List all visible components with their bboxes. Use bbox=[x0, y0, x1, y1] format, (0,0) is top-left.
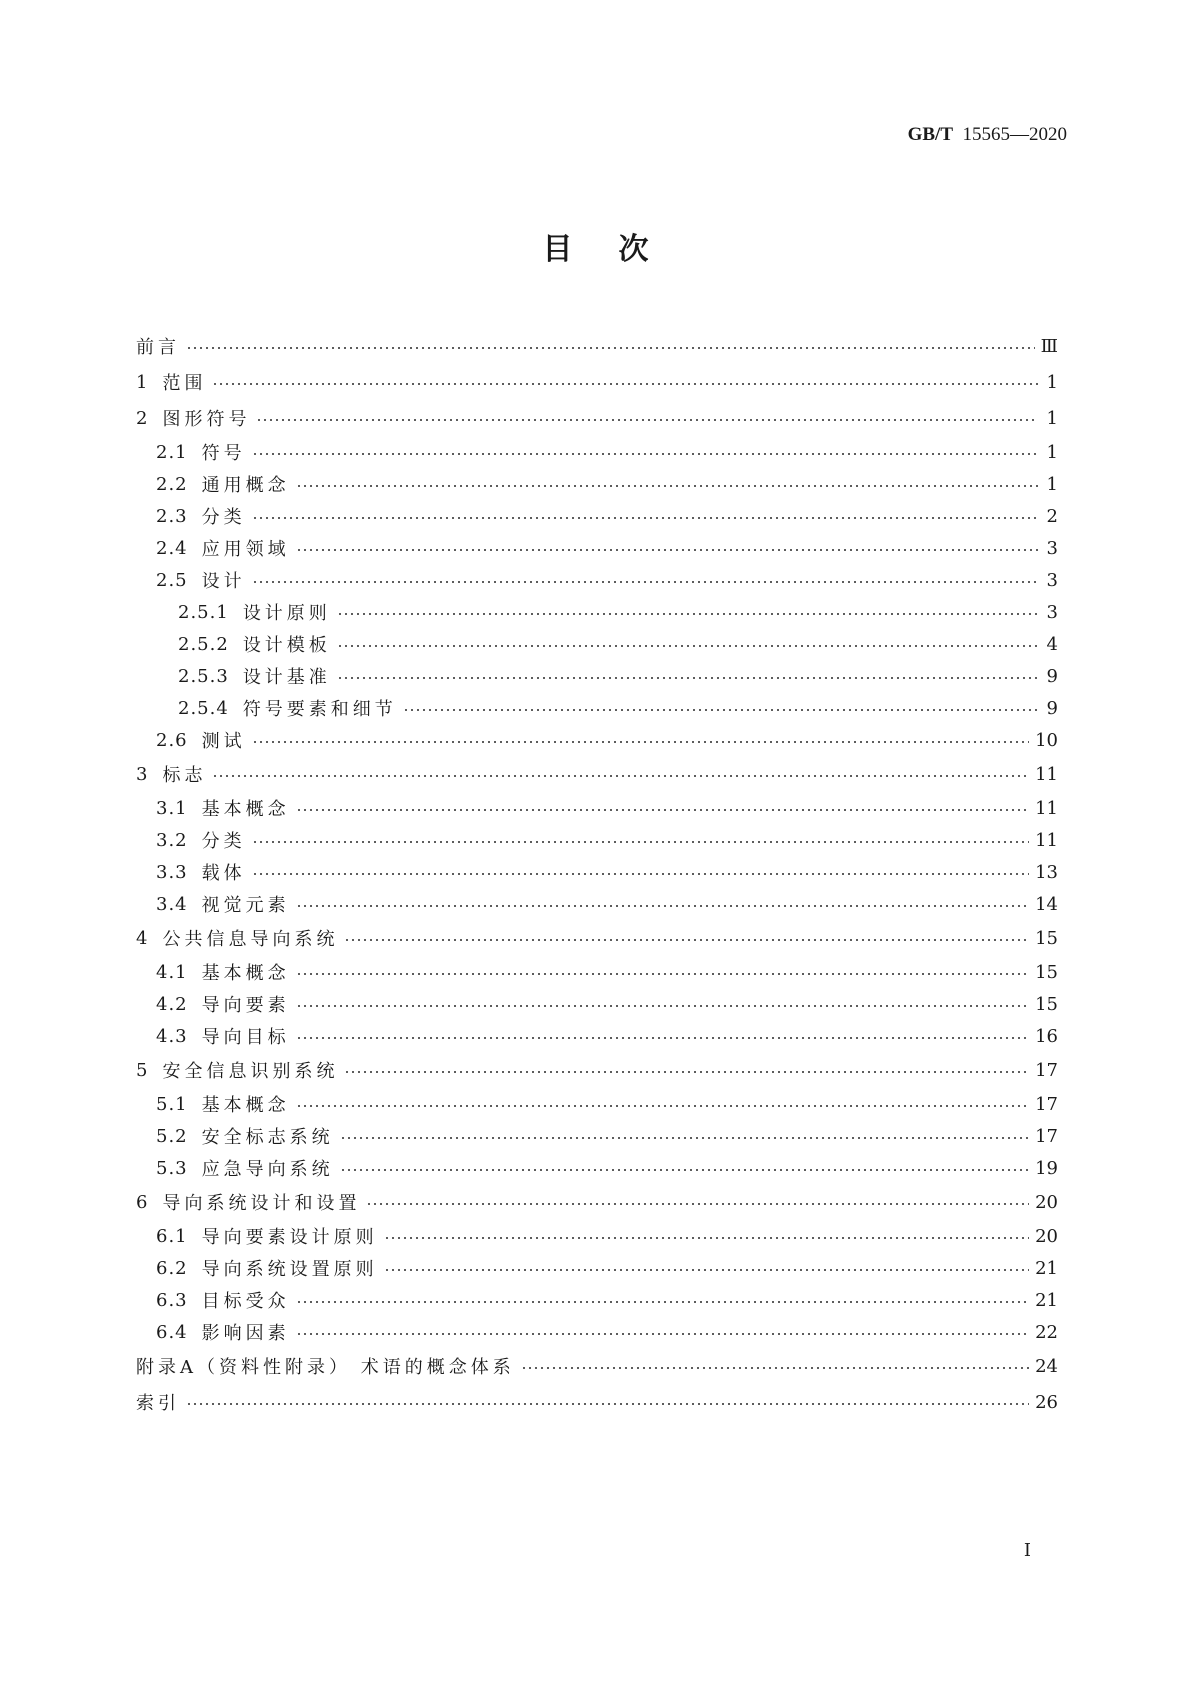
toc-entry-title: 公共信息导向系统 bbox=[162, 929, 339, 950]
toc-entry-page: 3 bbox=[1046, 537, 1058, 559]
toc-entry[interactable] bbox=[136, 756, 1058, 792]
toc-dot-leader bbox=[344, 938, 1029, 942]
document-code-prefix: GB/T bbox=[907, 124, 953, 145]
toc-entry-number: 3 bbox=[136, 763, 149, 785]
toc-entry[interactable] bbox=[136, 1384, 1058, 1420]
toc-entry-page: 14 bbox=[1035, 893, 1058, 915]
toc-dot-leader bbox=[296, 808, 1029, 812]
toc-entry-page: 11 bbox=[1035, 797, 1058, 819]
toc-entry-page: Ⅲ bbox=[1040, 335, 1058, 357]
toc-dot-leader bbox=[344, 1070, 1029, 1074]
toc-entry-number: 6.3 bbox=[156, 1289, 188, 1311]
toc-entry-title: 导向目标 bbox=[201, 1027, 290, 1048]
toc-entry[interactable] bbox=[136, 400, 1058, 436]
toc-dot-leader bbox=[296, 1036, 1029, 1040]
toc-entry-number: 5.2 bbox=[156, 1125, 188, 1147]
toc-entry-page: 24 bbox=[1035, 1355, 1058, 1377]
toc-entry-title: 设计基准 bbox=[242, 667, 331, 688]
toc-entry-title: 导向要素 bbox=[201, 995, 290, 1016]
toc-entry[interactable] bbox=[136, 1252, 1058, 1284]
toc-dot-leader bbox=[340, 1168, 1029, 1172]
toc-entry-title: 基本概念 bbox=[201, 1095, 290, 1116]
toc-dot-leader bbox=[296, 904, 1029, 908]
toc-entry[interactable] bbox=[136, 1184, 1058, 1220]
toc-entry-title: 分类 bbox=[201, 507, 246, 528]
toc-entry-page: 16 bbox=[1035, 1025, 1058, 1047]
toc-entry[interactable] bbox=[136, 500, 1058, 532]
toc-entry[interactable] bbox=[136, 468, 1058, 500]
toc-entry-title: 应急导向系统 bbox=[201, 1159, 334, 1180]
toc-dot-leader bbox=[252, 840, 1029, 844]
toc-entry-title: 视觉元素 bbox=[201, 895, 290, 916]
toc-entry-page: 17 bbox=[1035, 1125, 1058, 1147]
toc-entry-number: 2.5 bbox=[156, 569, 188, 591]
toc-entry[interactable] bbox=[136, 724, 1058, 756]
toc-entry-page: 15 bbox=[1035, 961, 1058, 983]
toc-entry[interactable] bbox=[136, 792, 1058, 824]
toc-entry-number: 2.3 bbox=[156, 505, 188, 527]
toc-entry-page: 1 bbox=[1046, 407, 1058, 429]
toc-entry[interactable] bbox=[136, 956, 1058, 988]
toc-entry-page: 11 bbox=[1035, 829, 1058, 851]
toc-dot-leader bbox=[252, 580, 1038, 584]
toc-entry-number: 2.5.4 bbox=[178, 697, 229, 719]
toc-entry-title: 安全信息识别系统 bbox=[162, 1061, 339, 1082]
toc-entry[interactable] bbox=[136, 628, 1058, 660]
toc-entry[interactable] bbox=[136, 1284, 1058, 1316]
toc-entry-title: 载体 bbox=[201, 863, 246, 884]
toc-dot-leader bbox=[337, 676, 1038, 680]
toc-entry-page: 19 bbox=[1035, 1157, 1058, 1179]
toc-dot-leader bbox=[252, 872, 1029, 876]
toc-dot-leader bbox=[256, 418, 1038, 422]
toc-entry-page: 17 bbox=[1035, 1093, 1058, 1115]
toc-entry-number: 5.3 bbox=[156, 1157, 188, 1179]
toc-entry[interactable] bbox=[136, 1348, 1058, 1384]
toc-entry-title: 索引 bbox=[136, 1393, 180, 1414]
toc-dot-leader bbox=[186, 346, 1035, 350]
document-code-number: 15565—2020 bbox=[962, 124, 1067, 145]
toc-dot-leader bbox=[337, 612, 1038, 616]
toc-entry-title: 通用概念 bbox=[201, 475, 290, 496]
toc-entry-page: 26 bbox=[1035, 1391, 1058, 1413]
toc-entry[interactable] bbox=[136, 1120, 1058, 1152]
toc-entry[interactable] bbox=[136, 1152, 1058, 1184]
toc-entry-number: 3.4 bbox=[156, 893, 188, 915]
toc-entry-title: 图形符号 bbox=[162, 409, 251, 430]
toc-entry-number: 2.4 bbox=[156, 537, 188, 559]
toc-entry-number: 6.4 bbox=[156, 1321, 188, 1343]
toc-entry-title: 设计 bbox=[201, 571, 246, 592]
toc-entry-number: 2.2 bbox=[156, 473, 188, 495]
toc-entry[interactable] bbox=[136, 328, 1058, 364]
toc-entry[interactable] bbox=[136, 1220, 1058, 1252]
toc-entry[interactable] bbox=[136, 564, 1058, 596]
toc-entry-number: 2 bbox=[136, 407, 149, 429]
toc-entry-title: 设计模板 bbox=[242, 635, 331, 656]
toc-entry-title: 应用领域 bbox=[201, 539, 290, 560]
table-of-contents bbox=[136, 328, 1058, 1420]
toc-entry[interactable] bbox=[136, 920, 1058, 956]
toc-entry[interactable] bbox=[136, 1020, 1058, 1052]
toc-entry-title: 导向系统设置原则 bbox=[201, 1259, 378, 1280]
toc-entry[interactable] bbox=[136, 824, 1058, 856]
toc-entry[interactable] bbox=[136, 436, 1058, 468]
toc-entry-title: 导向要素设计原则 bbox=[201, 1227, 378, 1248]
toc-dot-leader bbox=[296, 1300, 1029, 1304]
toc-entry-number: 3.2 bbox=[156, 829, 188, 851]
toc-entry-number: 6 bbox=[136, 1191, 149, 1213]
toc-entry[interactable] bbox=[136, 692, 1058, 724]
toc-entry[interactable] bbox=[136, 1088, 1058, 1120]
toc-entry-number: 4.3 bbox=[156, 1025, 188, 1047]
toc-entry-number: 6.1 bbox=[156, 1225, 188, 1247]
toc-entry-title: 基本概念 bbox=[201, 799, 290, 820]
toc-entry-title: 设计原则 bbox=[242, 603, 331, 624]
toc-entry-title: 符号 bbox=[201, 443, 246, 464]
toc-entry-title: 影响因素 bbox=[201, 1323, 290, 1344]
toc-dot-leader bbox=[340, 1136, 1029, 1140]
toc-entry-number: 1 bbox=[136, 371, 149, 393]
toc-entry[interactable] bbox=[136, 988, 1058, 1020]
toc-dot-leader bbox=[384, 1236, 1029, 1240]
toc-entry-page: 11 bbox=[1035, 763, 1058, 785]
toc-entry-page: 10 bbox=[1035, 729, 1058, 751]
toc-entry-page: 15 bbox=[1035, 993, 1058, 1015]
toc-entry-title: 基本概念 bbox=[201, 963, 290, 984]
toc-entry[interactable] bbox=[136, 596, 1058, 628]
toc-dot-leader bbox=[252, 516, 1038, 520]
toc-entry-number: 2.5.2 bbox=[178, 633, 229, 655]
toc-entry-number: 2.1 bbox=[156, 441, 188, 463]
toc-entry-number: 4.1 bbox=[156, 961, 188, 983]
toc-entry-number: 3.3 bbox=[156, 861, 188, 883]
toc-dot-leader bbox=[252, 452, 1038, 456]
toc-entry-number: 4.2 bbox=[156, 993, 188, 1015]
toc-dot-leader bbox=[296, 548, 1038, 552]
toc-entry-title: 范围 bbox=[162, 373, 207, 394]
toc-entry-page: 20 bbox=[1035, 1225, 1058, 1247]
toc-entry-number: 2.6 bbox=[156, 729, 188, 751]
toc-entry[interactable] bbox=[136, 888, 1058, 920]
toc-entry-page: 2 bbox=[1046, 505, 1058, 527]
toc-entry[interactable] bbox=[136, 660, 1058, 692]
toc-entry-number: 3.1 bbox=[156, 797, 188, 819]
toc-dot-leader bbox=[252, 740, 1029, 744]
toc-entry-page: 9 bbox=[1046, 697, 1058, 719]
toc-dot-leader bbox=[212, 382, 1038, 386]
toc-dot-leader bbox=[366, 1202, 1029, 1206]
toc-entry[interactable] bbox=[136, 532, 1058, 564]
toc-entry-title: 导向系统设计和设置 bbox=[162, 1193, 361, 1214]
toc-entry-page: 15 bbox=[1035, 927, 1058, 949]
toc-entry-page: 3 bbox=[1046, 601, 1058, 623]
toc-entry-title: 标志 bbox=[162, 765, 207, 786]
toc-dot-leader bbox=[384, 1268, 1029, 1272]
toc-entry-title: 符号要素和细节 bbox=[242, 699, 397, 720]
toc-entry-number: 2.5.1 bbox=[178, 601, 229, 623]
toc-entry-number: 6.2 bbox=[156, 1257, 188, 1279]
document-code bbox=[908, 124, 1067, 146]
toc-entry-page: 13 bbox=[1035, 861, 1058, 883]
toc-entry-page: 21 bbox=[1035, 1257, 1058, 1279]
toc-entry-number: 4 bbox=[136, 927, 149, 949]
toc-entry-page: 4 bbox=[1046, 633, 1058, 655]
toc-entry-page: 20 bbox=[1035, 1191, 1058, 1213]
toc-entry-page: 9 bbox=[1046, 665, 1058, 687]
toc-entry-title: 测试 bbox=[201, 731, 246, 752]
toc-entry[interactable] bbox=[136, 1316, 1058, 1348]
toc-entry-page: 3 bbox=[1046, 569, 1058, 591]
toc-dot-leader bbox=[212, 774, 1029, 778]
toc-dot-leader bbox=[296, 972, 1029, 976]
toc-entry-title: 前言 bbox=[136, 337, 180, 358]
toc-entry-title: 附录A（资料性附录） 术语的概念体系 bbox=[136, 1357, 515, 1378]
toc-dot-leader bbox=[296, 1104, 1029, 1108]
toc-dot-leader bbox=[296, 1004, 1029, 1008]
toc-entry-page: 1 bbox=[1046, 371, 1058, 393]
toc-entry-page: 1 bbox=[1046, 473, 1058, 495]
toc-dot-leader bbox=[403, 708, 1038, 712]
toc-title: 目次 bbox=[542, 232, 695, 267]
toc-entry-number: 2.5.3 bbox=[178, 665, 229, 687]
toc-dot-leader bbox=[296, 1332, 1029, 1336]
page-number: I bbox=[1023, 1540, 1031, 1561]
toc-entry-title: 分类 bbox=[201, 831, 246, 852]
toc-entry-page: 22 bbox=[1035, 1321, 1058, 1343]
toc-entry-number: 5.1 bbox=[156, 1093, 188, 1115]
toc-entry[interactable] bbox=[136, 1052, 1058, 1088]
toc-dot-leader bbox=[337, 644, 1038, 648]
toc-entry-page: 1 bbox=[1046, 441, 1058, 463]
toc-entry-page: 21 bbox=[1035, 1289, 1058, 1311]
toc-entry-title: 目标受众 bbox=[201, 1291, 290, 1312]
toc-entry-number: 5 bbox=[136, 1059, 149, 1081]
toc-entry-page: 17 bbox=[1035, 1059, 1058, 1081]
toc-entry-title: 安全标志系统 bbox=[201, 1127, 334, 1148]
toc-dot-leader bbox=[296, 484, 1038, 488]
toc-dot-leader bbox=[186, 1402, 1029, 1406]
toc-entry[interactable] bbox=[136, 364, 1058, 400]
toc-entry[interactable] bbox=[136, 856, 1058, 888]
toc-dot-leader bbox=[521, 1366, 1029, 1370]
